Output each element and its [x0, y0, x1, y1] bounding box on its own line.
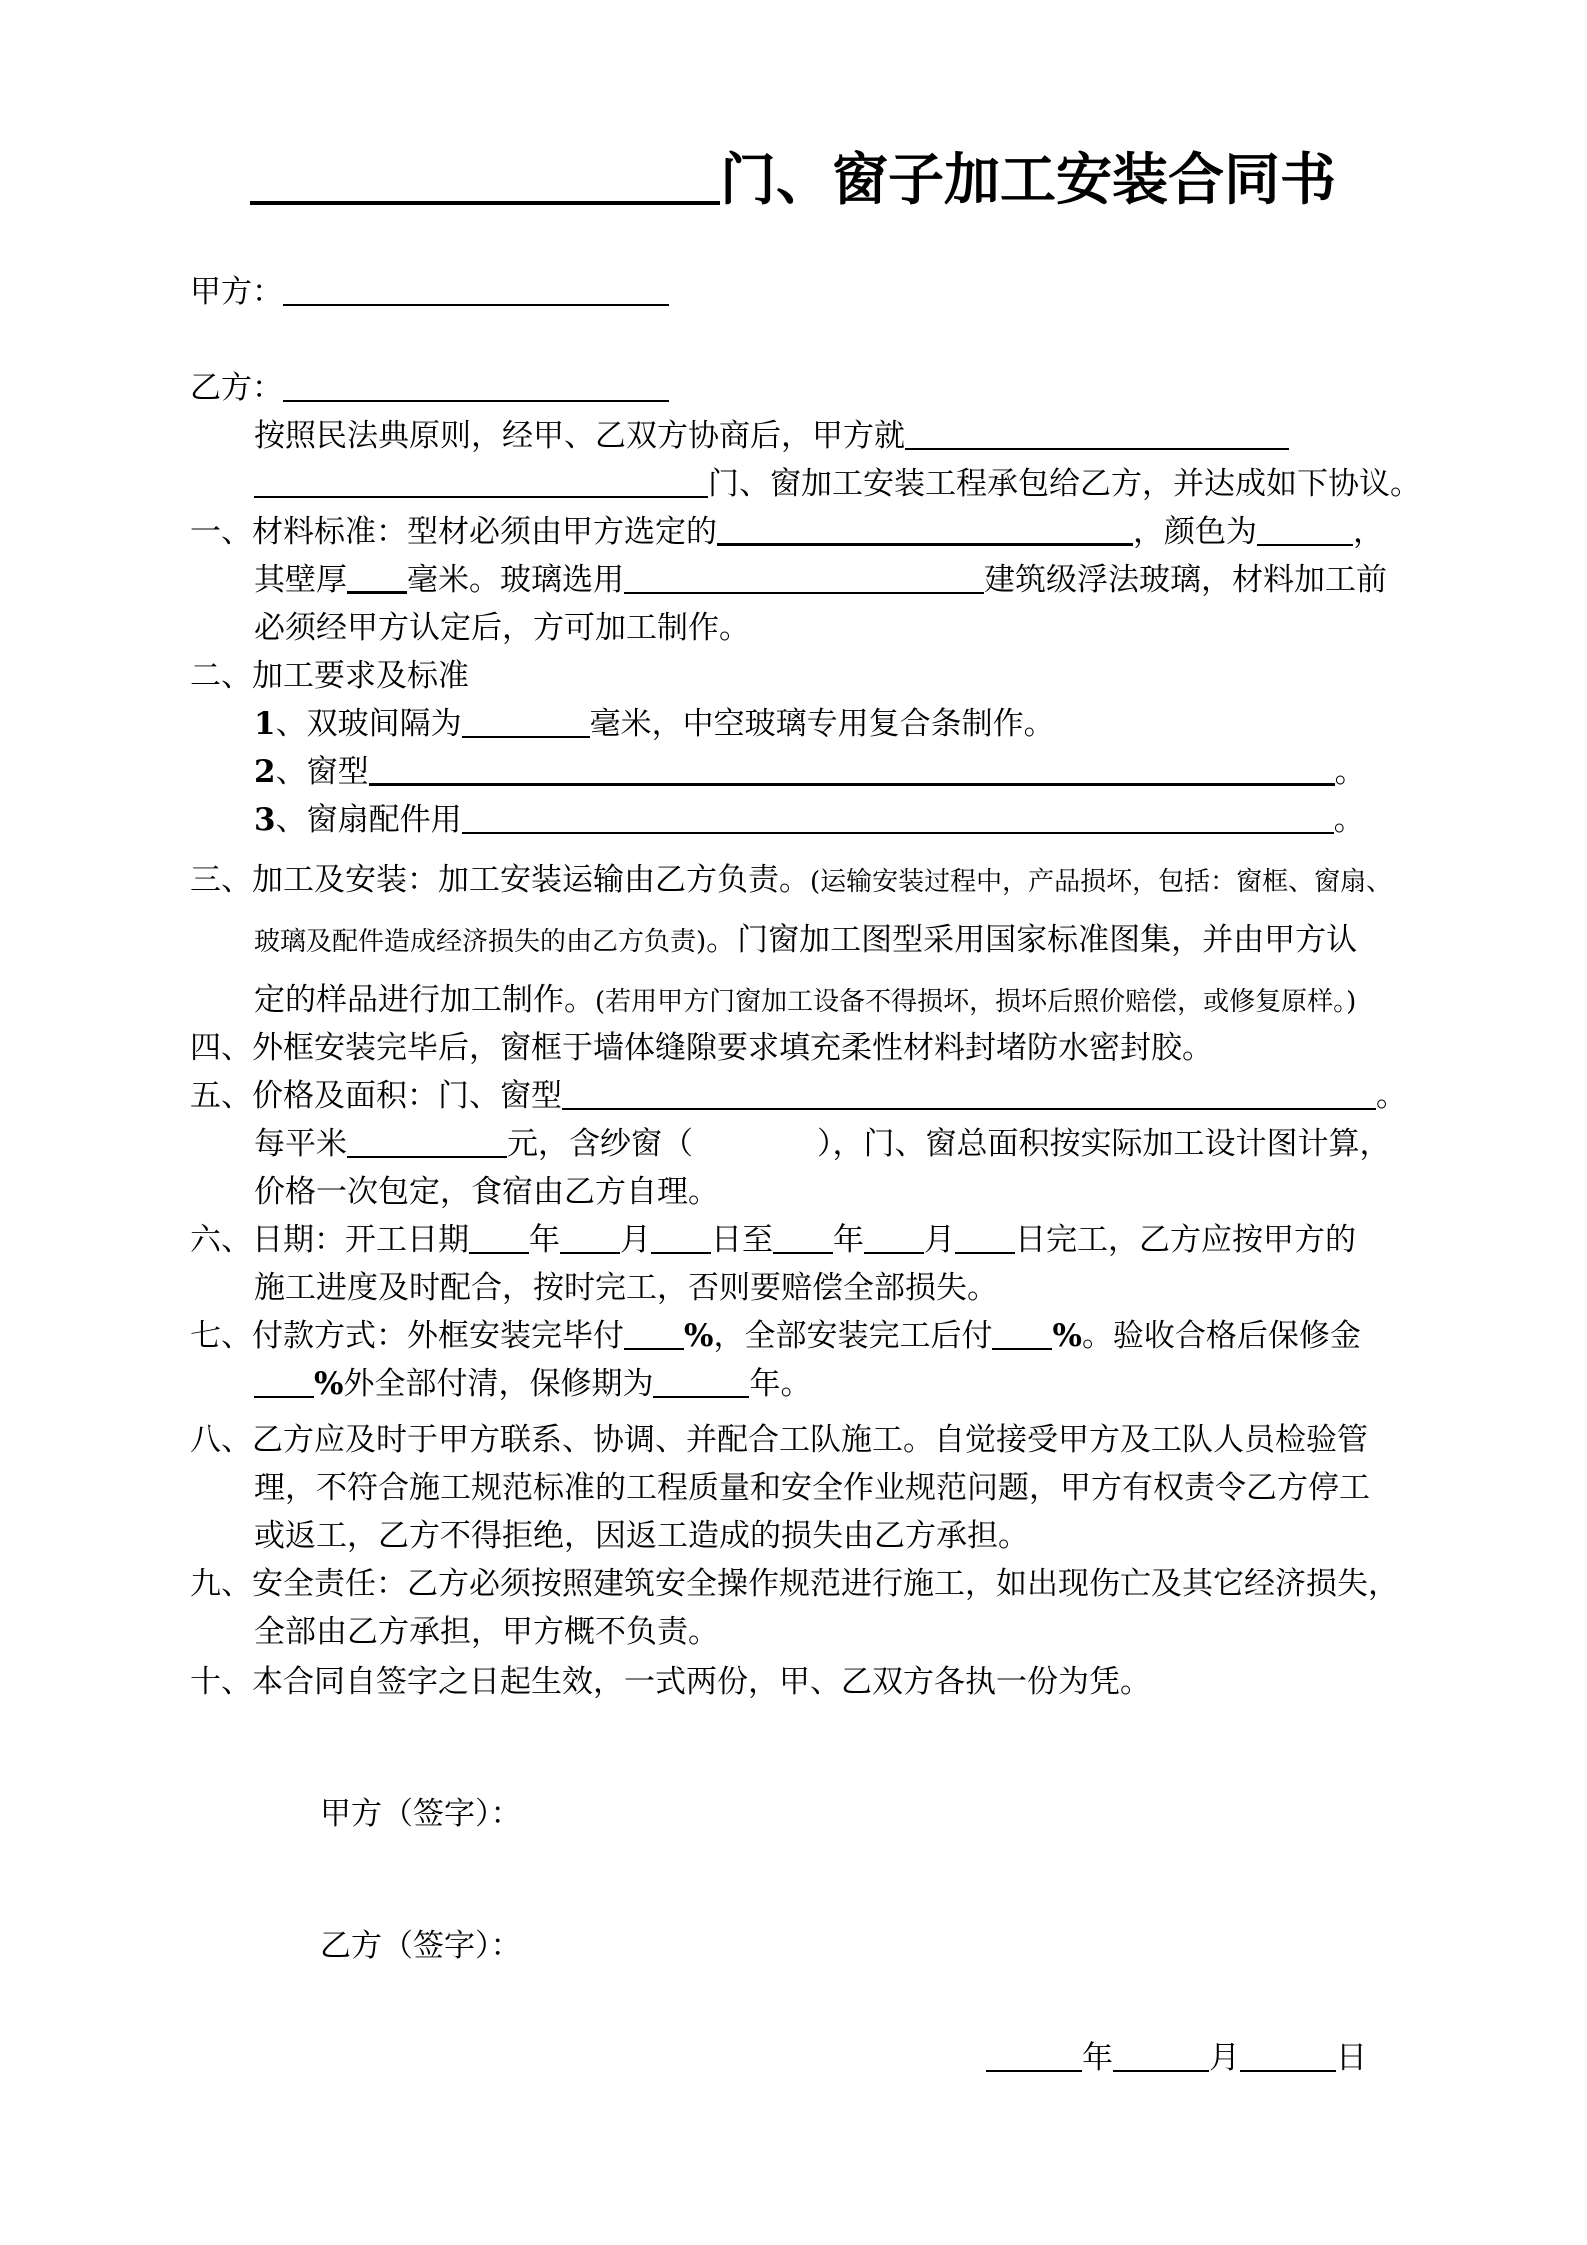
- clause-4: 四、外框安装完毕后，窗框于墙体缝隙要求填充柔性材料封堵防水密封胶。: [190, 1030, 1213, 1066]
- clause-6-line-2: 施工进度及时配合，按时完工，否则要赔偿全部损失。: [254, 1270, 998, 1306]
- date-day-blank: [1240, 2040, 1336, 2072]
- fittings-blank: [462, 802, 1334, 834]
- unit-price-blank: [347, 1126, 507, 1158]
- party-b-signature: 乙方（签字）：: [320, 1928, 522, 1964]
- price-window-type-blank: [562, 1078, 1376, 1110]
- title-blank: [250, 141, 720, 205]
- pay-1-blank: [624, 1318, 684, 1350]
- clause-8-line-1: 八、乙方应及时于甲方联系、协调、并配合工队施工。自觉接受甲方及工队人员检验管: [190, 1422, 1368, 1458]
- clause-1-line-3: 必须经甲方认定后，方可加工制作。: [254, 610, 750, 646]
- clause-1-line-1: 一、材料标准：型材必须由甲方选定的 ，颜色为 ，: [190, 514, 1384, 550]
- intro-project-blank: [905, 418, 1289, 450]
- intro-line-2: 门、窗加工安装工程承包给乙方，并达成如下协议。: [254, 462, 1421, 510]
- start-month-blank: [560, 1222, 620, 1254]
- clause-9-line-1: 九、安全责任：乙方必须按照建筑安全操作规范进行施工，如出现伤亡及其它经济损失，: [190, 1566, 1399, 1602]
- clause-6-line-1: 六、日期：开工日期 年 月 日至 年 月 日完工，乙方应按甲方的: [190, 1222, 1356, 1258]
- party-a-blank: [283, 274, 669, 306]
- clause-8-line-3: 或返工，乙方不得拒绝，因返工造成的损失由乙方承担。: [254, 1518, 1029, 1554]
- clause-2-item-3: 3、窗扇配件用 。: [254, 802, 1365, 838]
- party-b-line: 乙方：: [190, 366, 669, 414]
- intro-project-blank-2: [254, 466, 708, 498]
- clause-5-line-1: 五、价格及面积：门、窗型 。: [190, 1078, 1407, 1114]
- document-title: [250, 140, 1400, 220]
- clause-7-line-1: 七、付款方式：外框安装完毕付 %，全部安装完工后付 %。验收合格后保修金: [190, 1318, 1361, 1354]
- end-month-blank: [864, 1222, 924, 1254]
- gap-blank: [462, 706, 590, 738]
- date-month-blank: [1113, 2040, 1209, 2072]
- clause-5-line-2: 每平米 元，含纱窗（ ），门、窗总面积按实际加工设计图计算，: [254, 1126, 1391, 1162]
- clause-2-item-2: 2、窗型 。: [254, 754, 1366, 790]
- profile-blank: [717, 513, 1133, 546]
- window-type-blank: [369, 753, 1335, 786]
- color-blank: [1257, 514, 1353, 546]
- clause-7-line-2: %外全部付清，保修期为 年。: [254, 1362, 811, 1410]
- clause-2-heading: 二、加工要求及标准: [190, 658, 469, 694]
- clause-3-line-3: 定的样品进行加工制作。(若用甲方门窗加工设备不得损坏，损坏后照价赔偿，或修复原样。): [254, 982, 1357, 1018]
- party-a-signature: 甲方（签字）：: [320, 1796, 522, 1832]
- clause-3-line-2: 玻璃及配件造成经济损失的由乙方负责)。门窗加工图型采用国家标准图集，并由甲方认: [254, 922, 1358, 958]
- glass-blank: [624, 562, 984, 594]
- clause-8-line-2: 理，不符合施工规范标准的工程质量和安全作业规范问题，甲方有权责令乙方停工: [254, 1470, 1370, 1506]
- sign-date: 年 月 日: [986, 2036, 1367, 2084]
- intro-line-1: 按照民法典原则，经甲、乙双方协商后，甲方就: [254, 414, 1289, 462]
- start-day-blank: [651, 1222, 711, 1254]
- clause-3-line-1: 三、加工及安装：加工安装运输由乙方负责。(运输安装过程中，产品损坏，包括：窗框、窗扇、: [190, 862, 1393, 898]
- clause-2-item-1: 1、双玻间隔为 毫米，中空玻璃专用复合条制作。: [254, 706, 1055, 742]
- clause-9-line-2: 全部由乙方承担，甲方概不负责。: [254, 1614, 719, 1650]
- clause-1-line-2: 其壁厚 毫米。玻璃选用 建筑级浮法玻璃，材料加工前: [254, 562, 1387, 598]
- party-a-line: 甲方：: [190, 270, 669, 318]
- clause-5-line-3: 价格一次包定，食宿由乙方自理。: [254, 1174, 719, 1210]
- start-year-blank: [469, 1222, 529, 1254]
- date-year-blank: [986, 2040, 1082, 2072]
- retention-blank: [254, 1366, 314, 1398]
- end-day-blank: [955, 1222, 1015, 1254]
- clause-10: 十、本合同自签字之日起生效，一式两份，甲、乙双方各执一份为凭。: [190, 1664, 1151, 1700]
- pay-2-blank: [992, 1318, 1052, 1350]
- title-text: 门、窗子加工安装合同书: [720, 147, 1336, 213]
- warranty-years-blank: [653, 1366, 749, 1398]
- party-b-blank: [283, 370, 669, 402]
- end-year-blank: [773, 1222, 833, 1254]
- thickness-blank: [347, 561, 407, 594]
